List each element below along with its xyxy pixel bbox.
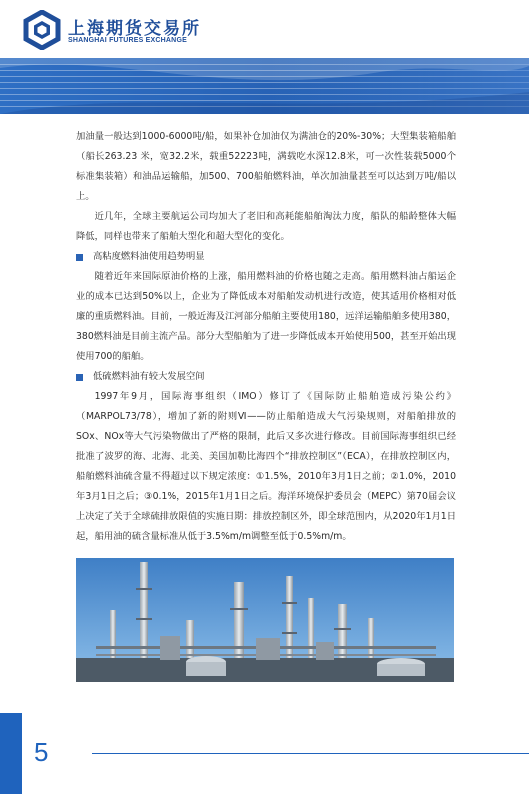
sfe-logo-icon [22, 10, 62, 50]
page-number: 5 [34, 737, 49, 767]
exchange-name-en: SHANGHAI FUTURES EXCHANGE [68, 37, 187, 44]
refinery-photo [76, 558, 454, 682]
section-heading-text: 高粘度燃料油使用趋势明显 [93, 251, 205, 262]
paragraph-heavy-fuel: 随着近年来国际原油价格的上涨，船用燃料油的价格也随之走高。船用燃料油占船运企业的成本已达到50%以上，企业为了降低成本对船舶发动机进行改造，使其适用价格相对低廉的重质燃料油。目前，一般近海及江河部分船舶主要使用180，远洋运输船舶多使用380，380燃料油是目前主流产品。部分大型船舶为了进一步降低成本开始使用500，甚至开始出现使用700的船舶。 [76, 271, 456, 362]
paragraph-imo-regulation: 1997年9月，国际海事组织（IMO）修订了《国际防止船舶造成污染公约》（MARPOL73/78），增加了新的附则Ⅵ——防止船舶造成大气污染规则，对船舶排放的SOx、NOx等大气污染物做出了严格的限制，此后又多次进行修改。目前国际海事组织已经批准了波罗的海、北海、北美、美国加勒比海四个“排放控制区”（ECA），在排放控制区内，船舶燃料油硫含量不得超过以下规定浓度：①1.5%，2010年3月1日之前；②1.0%，2010年3月1日之后；③0.1%，2015年1月1日之后。海洋环境保护委员会（MEPC）第70届会议上决定了关于全球硫排放限值的实施日期：排放控制区外，即全球范围内，从2020年1月1日起，船用油的硫含量标准从低于3.5%m/m调整至低于0.5%m/m。 [76, 391, 456, 542]
footer-accent-bar [0, 713, 22, 794]
header-band [0, 58, 529, 114]
footer-divider [92, 753, 529, 754]
paragraph-fueling-volume: 加油量一般达到1000-6000吨/船，如果补仓加油仅为满油仓的20%-30%；大型集装箱船舶（船长263.23 米，宽32.2米，载重52223吨，满载吃水深12.8米，可一次性装载5000个标准集装箱）和油品运输船，加500、700船舶燃料油，单次加油量甚至可以达到万吨/船以上。 [76, 131, 456, 202]
article-body [76, 127, 456, 547]
section-heading-text: 低硫燃料油有较大发展空间 [93, 371, 205, 382]
exchange-name-cn: 上海期货交易所 [68, 19, 201, 39]
bullet-square-icon [76, 374, 83, 381]
section-heading-low-sulfur [76, 367, 456, 387]
bullet-square-icon [76, 254, 83, 261]
band-wave-decoration [0, 58, 529, 114]
exchange-logo [22, 10, 201, 50]
section-heading-high-viscosity [76, 247, 456, 267]
paragraph-fleet-trend: 近几年，全球主要航运公司均加大了老旧和高耗能船舶淘汰力度，船队的船龄整体大幅降低，同样也带来了船舶大型化和超大型化的变化。 [76, 211, 456, 242]
